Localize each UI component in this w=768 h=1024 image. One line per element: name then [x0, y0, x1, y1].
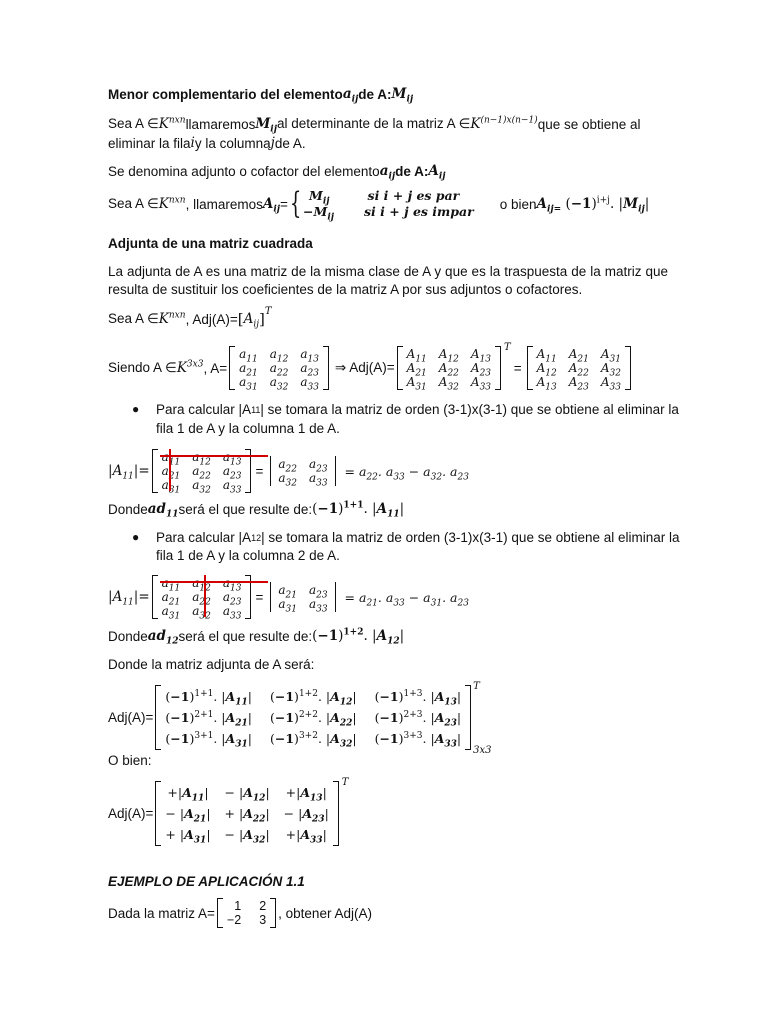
text: fila 1 de A y la columna 2 de A.	[156, 548, 340, 563]
adjunto-definition: Sea A ∈ $K^{nxn}$ , llamaremos $A_{ij}$ = { $M_{ij}$ si i + j es par $-M_{ij}$ si i + j es impar o bien $A_{ij=}$ $(-1)^{i+j}$. $|M_{ij}|$	[108, 186, 650, 223]
text: de A.	[274, 135, 306, 151]
text: Para calcular |A	[156, 530, 252, 545]
text: | se tomara la matriz de orden (3-1)x(3-1) que se obtiene al eliminar la	[260, 402, 679, 417]
text: Sea A ∈	[108, 311, 159, 326]
adj-matrix-powers: $(-1)^{1+1}$. $|A_{11}|$ $(-1)^{1+2}$. $|A_{12}|$ $(-1)^{1+3}$. $|A_{13}|$ $(-1)^{2+1}$. $|A_{21}|$ $(-1)^{2+2}$. $|A_{22}|$ $(-1)^{2+3}$. $|A_{23}|$ $(-1)^{3+1}$. $|A_{31}|$ $(-1)^{3+2}$. $|A_{32}|$ $(-1)^{3+3}$. $|A_{33}|$	[155, 685, 471, 750]
text: al determinante de la matriz A ∈	[276, 116, 471, 131]
text: Sea A ∈	[108, 116, 159, 131]
example-title	[108, 874, 305, 889]
case1-condition: si i + j es par	[367, 188, 460, 203]
text: de A:	[395, 163, 429, 179]
text: o bien	[499, 196, 537, 212]
text: EJEMPLO DE APLICACIÓN 1.1	[108, 874, 305, 889]
adj-matrix-simple-row: Adj(A)= $+|A_{11}|$ − $|A_{12}|$ $+|A_{13}|$ − $|A_{21}|$ + $|A_{22}|$ − $|A_{23}|$ + $|A_{31}|$ − $|A_{32}|$ $+|A_{33}|$ T	[108, 777, 349, 846]
adjunto-title: Se denomina adjunto o cofactor del elemento $a_{ij}$ de A: $A_{ij}$	[108, 163, 446, 182]
adjunta-paragraph: La adjunta de A es una matriz de la misma clase de A y que es la traspuesta de la matriz que resulta de sustituir los coeficientes de la matriz A por sus adjuntos o cofactores.	[108, 264, 668, 297]
det-minor-12: $a_{21}$ $a_{23}$ $a_{31}$ $a_{33}$	[267, 582, 338, 612]
example-matrix: 1 2 −2 3	[217, 898, 276, 928]
text: O bien:	[108, 753, 152, 768]
text: , A=	[203, 360, 228, 376]
matrix-a-crossed: $a_{11}$ $a_{12}$ $a_{13}$ $a_{21}$ $a_{22}$ $a_{23}$ $a_{31}$ $a_{32}$ $a_{33}$	[152, 449, 252, 493]
bullet2-line2	[156, 548, 340, 563]
adj-label: Adj(A)=	[108, 710, 154, 725]
donde-adjunta	[108, 657, 314, 672]
text: será el que resulte de:	[178, 628, 313, 644]
matrix-a-crossed-2: $a_{11}$ $a_{12}$ $a_{13}$ $a_{21}$ $a_{22}$ $a_{23}$ $a_{31}$ $a_{32}$ $a_{33}$	[152, 575, 252, 619]
bullet1-line1: Para calcular |A 11 | se tomara la matriz de orden (3-1)x(3-1) que se obtiene al eliminar la	[156, 402, 679, 417]
matrix-a: $a_{11}$ $a_{12}$ $a_{13}$ $a_{21}$ $a_{22}$ $a_{23}$ $a_{31}$ $a_{32}$ $a_{33}$	[229, 346, 329, 390]
adjunta-title	[108, 236, 313, 251]
section-title-menor: Menor complementario del elemento $a_{ij}$ de A: $M_{ij}$	[108, 86, 414, 105]
text: , Adj(A)=	[185, 311, 238, 327]
strike-row-1	[160, 581, 268, 583]
donde-ad12: Donde $ad_{12}$ será el que resulte de: $(-1)^{1+2}$. $|A_{12}|$	[108, 627, 405, 647]
title-text-mid: de A:	[358, 86, 392, 102]
text: Siendo A ∈	[108, 360, 177, 375]
adj-label: Adj(A)=	[108, 806, 154, 821]
example-statement	[108, 898, 372, 928]
text: fila 1 de A y la columna 1 de A.	[156, 421, 340, 436]
bullet1-line2	[156, 421, 340, 436]
minor-a12-row: $|A_{11}|=$ $a_{11}$ $a_{12}$ $a_{13}$ $a_{21}$ $a_{22}$ $a_{23}$ $a_{31}$ $a_{32}$ $a_{33}$ = $a_{21}$ $a_{23}$ $a_{31}$ $a_{33}$ = $a_{21}$. $a_{33} - a_{31}$. $a_{23}$	[108, 576, 469, 622]
text: Adjunta de una matriz cuadrada	[108, 236, 313, 251]
text: | se tomara la matriz de orden (3-1)x(3-1) que se obtiene al eliminar la	[261, 530, 680, 545]
siendo-row: Siendo A ∈ $K^{3x3}$ , A= $a_{11}$ $a_{12}$ $a_{13}$ $a_{21}$ $a_{22}$ $a_{23}$ $a_{31}$ $a_{32}$ $a_{33}$ ⇒ Adj(A)= $A_{11}$ $A_{12}$ $A_{13}$ $A_{21}$ $A_{22}$ $A_{23}$ $A_{31}$ $A_{32}$ $A_{33}$ T = $A_{11}$ $A_{21}$ $A_{31}$ $A_{12}$ $A_{22}$ $A_{32}$ $A_{13}$ $A_{23}$ $A_{33}$	[108, 346, 633, 390]
text: será el que resulte de:	[178, 501, 313, 517]
det-minor-11: $a_{22}$ $a_{23}$ $a_{32}$ $a_{33}$	[267, 456, 338, 486]
cases-block: $M_{ij}$ si i + j es par $-M_{ij}$ si i + j es impar	[303, 188, 474, 223]
strike-row-1	[160, 455, 268, 457]
strike-col-2	[204, 575, 206, 617]
text: Se denomina adjunto o cofactor del elemento	[108, 163, 380, 179]
bullet2-line1: Para calcular |A 12 | se tomara la matriz de orden (3-1)x(3-1) que se obtiene al eliminar la	[156, 530, 680, 545]
text: Donde la matriz adjunta de A será:	[108, 657, 315, 672]
text: eliminar la fila	[108, 135, 191, 151]
bullet-icon: ●	[132, 530, 140, 544]
text: Donde	[108, 501, 148, 517]
text: Dada la matriz A=	[108, 905, 215, 921]
text: ⇒ Adj(A)=	[334, 360, 395, 375]
text: , llamaremos	[185, 196, 263, 212]
text: llamaremos	[185, 116, 256, 132]
matrix-adj-cofactors: $A_{11}$ $A_{12}$ $A_{13}$ $A_{21}$ $A_{22}$ $A_{23}$ $A_{31}$ $A_{32}$ $A_{33}$	[397, 346, 501, 390]
bullet-icon: ●	[132, 402, 140, 416]
case2-condition: si i + j es impar	[364, 204, 474, 219]
text: y la columna	[194, 135, 271, 151]
adj-matrix-signs: $+|A_{11}|$ − $|A_{12}|$ $+|A_{13}|$ − $|A_{21}|$ + $|A_{22}|$ − $|A_{23}|$ + $|A_{31}|$ − $|A_{32}|$ $+|A_{33}|$	[155, 781, 338, 846]
title-text: Menor complementario del elemento	[108, 86, 343, 102]
text: =	[280, 196, 288, 212]
donde-ad11: Donde $ad_{11}$ será el que resulte de: $(-1)^{1+1}$. $|A_{11}|$	[108, 500, 405, 520]
text: Donde	[108, 628, 148, 644]
text: , obtener Adj(A)	[278, 905, 372, 921]
strike-col-1	[169, 449, 171, 491]
definition-line-2: eliminar la fila i y la columna j de A.	[108, 135, 306, 151]
definition-line-1: Sea A ∈ $K^{nxn}$ llamaremos $M_{ij}$ al determinante de la matriz A ∈ $K^{(n-1)x(n-1)}$ que se obtiene al	[108, 115, 641, 135]
text: Sea A ∈	[108, 196, 159, 211]
matrix-adj-transposed: $A_{11}$ $A_{21}$ $A_{31}$ $A_{12}$ $A_{22}$ $A_{32}$ $A_{13}$ $A_{23}$ $A_{33}$	[527, 346, 631, 390]
text: que se obtiene al	[537, 116, 641, 132]
text: Para calcular |A	[156, 402, 252, 417]
obien-label	[108, 753, 152, 768]
minor-a11-row: $|A_{11}|=$ $a_{11}$ $a_{12}$ $a_{13}$ $a_{21}$ $a_{22}$ $a_{23}$ $a_{31}$ $a_{32}$ $a_{33}$ = $a_{22}$ $a_{23}$ $a_{32}$ $a_{33}$ = $a_{22}$. $a_{33} - a_{32}$. $a_{23}$	[108, 450, 469, 496]
adj-matrix-signs-row: Adj(A)= $(-1)^{1+1}$. $|A_{11}|$ $(-1)^{1+2}$. $|A_{12}|$ $(-1)^{1+3}$. $|A_{13}|$ $(-1)^{2+1}$. $|A_{21}|$ $(-1)^{2+2}$. $|A_{22}|$ $(-1)^{2+3}$. $|A_{23}|$ $(-1)^{3+1}$. $|A_{31}|$ $(-1)^{3+2}$. $|A_{32}|$ $(-1)^{3+3}$. $|A_{33}|$ T 3x3	[108, 681, 492, 756]
adjunta-def: Sea A ∈ $K^{nxn}$ , Adj(A)= [ $A_{ij}$ ] T	[108, 306, 272, 330]
